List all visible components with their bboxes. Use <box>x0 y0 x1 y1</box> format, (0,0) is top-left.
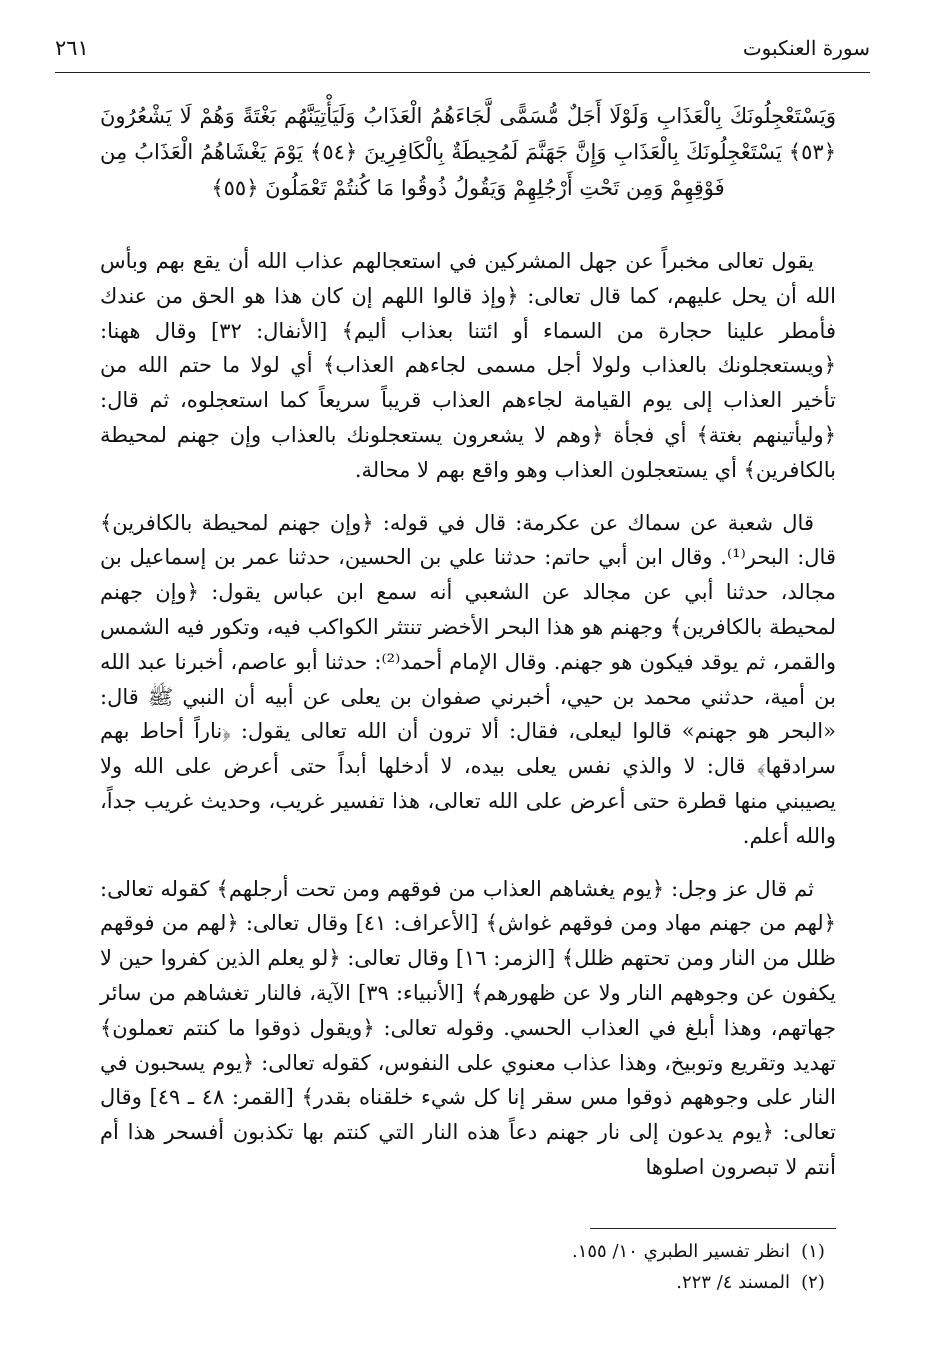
page-number: ٢٦١ <box>55 36 89 60</box>
footnote-text: المسند ٤/ ٢٢٣. <box>676 1272 790 1293</box>
footnote-separator <box>590 1228 836 1229</box>
footnote-number: (١) <box>801 1241 825 1262</box>
commentary-text <box>100 244 836 1185</box>
footnote-number: (٢) <box>801 1272 825 1293</box>
footnote <box>100 1236 836 1267</box>
quran-verse-block: وَيَسْتَعْجِلُونَكَ بِالْعَذَابِ وَلَوْلَا أَجَلٌ مُّسَمًّى لَّجَاءَهُمُ الْعَذَابُ وَلَيَأْتِيَنَّهُم بَغْتَةً وَهُمْ لَا يَشْعُرُونَ ﴿٥٣﴾ يَسْتَعْجِلُونَكَ بِالْعَذَابِ وَإِنَّ جَهَنَّمَ لَمُحِيطَةٌ بِالْكَافِرِينَ ﴿٥٤﴾ يَوْمَ يَغْشَاهُمُ الْعَذَابُ مِن فَوْقِهِمْ وَمِن تَحْتِ أَرْجُلِهِمْ وَيَقُولُ ذُوقُوا مَا كُنتُمْ تَعْمَلُونَ ﴿٥٥﴾ <box>100 104 836 200</box>
page-header <box>55 30 870 73</box>
paragraph: قال شعبة عن سماك عن عكرمة: قال في قوله: ﴿وإن جهنم لمحيطة بالكافرين﴾ قال: البحر⁽¹⁾. وقال ابن أبي حاتم: حدثنا علي بن الحسين، حدثنا عمر بن إسماعيل بن مجالد، حدثنا أبي عن مجالد عن الشعبي أنه سمع ابن عباس يقول: ﴿وإن جهنم لمحيطة بالكافرين﴾ وجهنم هو هذا البحر الأخضر تنتثر الكواكب فيه، وتكور فيه الشمس والقمر، ثم يوقد فيكون هو جهنم. وقال الإمام أحمد⁽²⁾: حدثنا أبو عاصم، أخبرنا عبد الله بن أمية، حدثني محمد بن حيي، أخبرني صفوان بن يعلى عن أبيه أن النبي ﷺ قال: «البحر هو جهنم» قالوا ليعلى، فقال: ألا ترون أن الله تعالى يقول: ﴿ناراً أحاط بهم سرادقها﴾ قال: لا والذي نفس يعلى بيده، لا أدخلها أبداً حتى أعرض على الله ولا يصيبني منها قطرة حتى أعرض على الله تعالى، هذا تفسير غريب، وحديث غريب جداً، والله أعلم. <box>100 510 836 848</box>
paragraph: يقول تعالى مخبراً عن جهل المشركين في استعجالهم عذاب الله أن يقع بهم وبأس الله أن يحل عليهم، كما قال تعالى: ﴿وإذ قالوا اللهم إن كان هذا هو الحق من عندك فأمطر علينا حجارة من السماء أو ائتنا بعذاب أليم﴾ [الأنفال: ٣٢] وقال ههنا: ﴿ويستعجلونك بالعذاب ولولا أجل مسمى لجاءهم العذاب﴾ أي لولا ما حتم الله من تأخير العذاب إلى يوم القيامة لجاءهم العذاب قريباً سريعاً كما استعجلوه، ثم قال: ﴿وليأتينهم بغتة﴾ أي فجأة ﴿وهم لا يشعرون يستعجلونك بالعذاب وإن جهنم لمحيطة بالكافرين﴾ أي يستعجلون العذاب وهو واقع بهم لا محالة. <box>100 249 836 482</box>
footnotes <box>100 1236 836 1298</box>
surah-title: سورة العنكبوت <box>742 36 870 60</box>
footnote <box>100 1267 836 1298</box>
paragraph: ثم قال عز وجل: ﴿يوم يغشاهم العذاب من فوقهم ومن تحت أرجلهم﴾ كقوله تعالى: ﴿لهم من جهنم مهاد ومن فوقهم غواش﴾ [الأعراف: ٤١] وقال تعالى: ﴿لهم من فوقهم ظلل من النار ومن تحتهم ظلل﴾ [الزمر: ١٦] وقال تعالى: ﴿لو يعلم الذين كفروا حين لا يكفون عن وجوههم النار ولا عن ظهورهم﴾ [الأنبياء: ٣٩] الآية، فالنار تغشاهم من سائر جهاتهم، وهذا أبلغ في العذاب الحسي. وقوله تعالى: ﴿ويقول ذوقوا ما كنتم تعملون﴾ تهديد وتقريع وتوبيخ، وهذا عذاب معنوي على النفوس، كقوله تعالى: ﴿يوم يسحبون في النار على وجوههم ذوقوا مس سقر إنا كل شيء خلقناه بقدر﴾ [القمر: ٤٨ ـ ٤٩] وقال تعالى: ﴿يوم يدعون إلى نار جهنم دعاً هذه النار التي كنتم بها تكذبون أفسحر هذا أم أنتم لا تبصرون اصلوها <box>100 876 836 1179</box>
footnote-text: انظر تفسير الطبري ١٠/ ١٥٥. <box>571 1241 790 1262</box>
